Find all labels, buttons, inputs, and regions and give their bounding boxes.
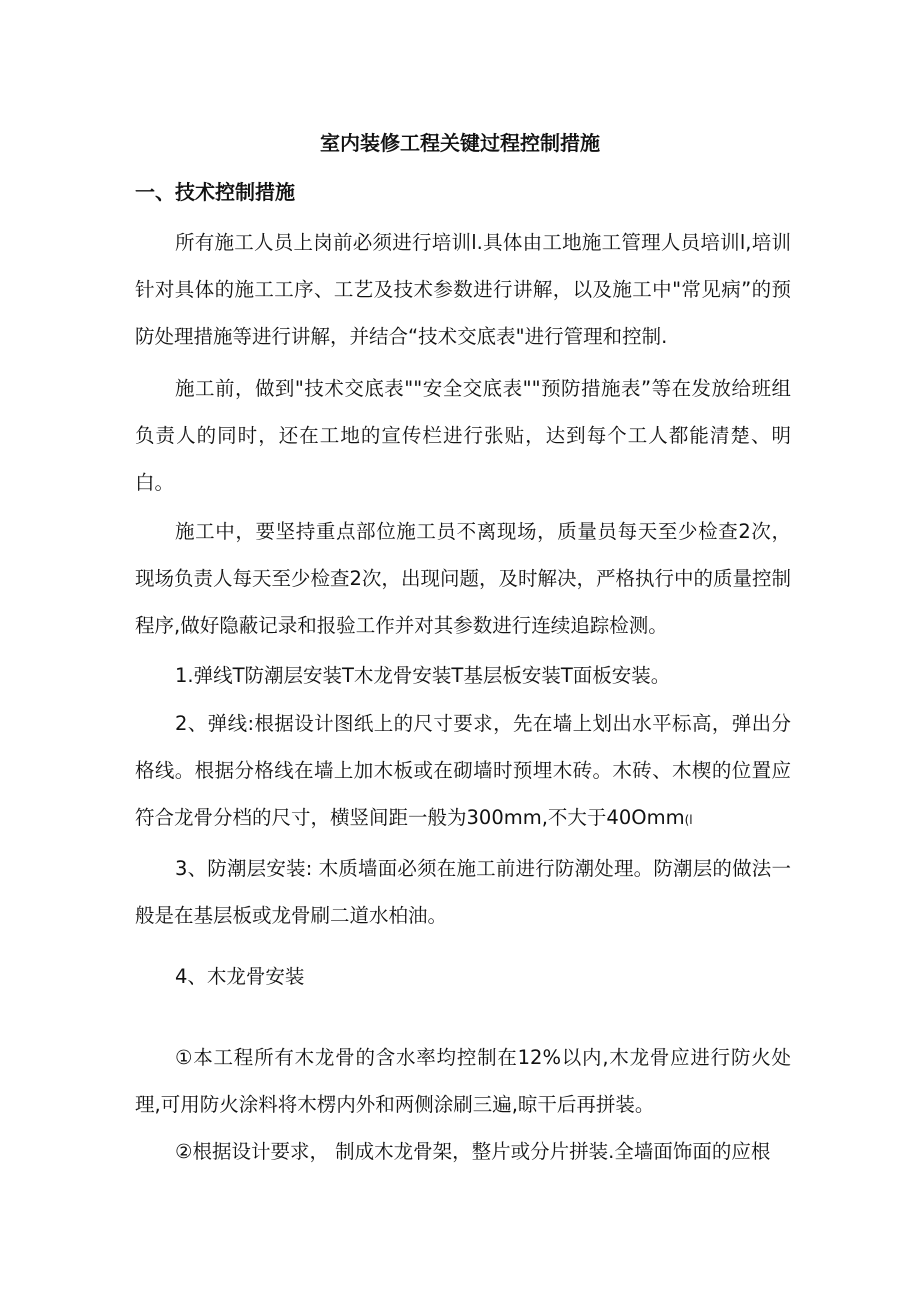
- paragraph-process-flow: 1.弹线T防潮层安装T木龙骨安装T基层板安装T面板安装。: [175, 664, 671, 687]
- paragraph-pre-construction: 施工前，做到"技术交底表""安全交底表""预防措施表”等在发放给班组负责人的同时，还在工地的宣传栏进行张贴，达到每个工人都能清楚、明白。: [135, 377, 791, 494]
- paragraph-line-marking: 2、弹线:根据设计图纸上的尺寸要求，先在墙上划出水平标高，弹出分格线。根据分格线在墙上加木板或在砌墙时预埋木砖。木砖、木楔的位置应符合龙骨分档的尺寸，横竖间距一般为300mm,不大于40Omm(l: [135, 712, 791, 829]
- section-heading: 一、技术控制措施: [135, 180, 295, 204]
- paragraph-line-marking-suffix: (l: [684, 813, 693, 827]
- paragraph-during-construction: 施工中，要坚持重点部位施工员不离现场，质量员每天至少检查2次，现场负责人每天至少检查2次，出现问题，及时解决，严格执行中的质量控制程序,做好隐蔽记录和报验工作并对其参数进行连续追踪检测。: [135, 520, 791, 637]
- paragraph-training: 所有施工人员上岗前必须进行培训l.具体由工地施工管理人员培训l,培训针对具体的施工工序、工艺及技术参数进行讲解，以及施工中"常见病”的预防处理措施等进行讲解，并结合“技术交底表"进行管理和控制.: [135, 231, 791, 348]
- paragraph-keel-heading: 4、木龙骨安装: [175, 965, 305, 988]
- paragraph-keel-frame: ②根据设计要求， 制成木龙骨架，整片或分片拼装.全墙面饰面的应根: [175, 1140, 771, 1163]
- paragraph-keel-moisture: ①本工程所有木龙骨的含水率均控制在12%以内,木龙骨应进行防火处理,可用防火涂料将木楞内外和两侧涂刷三遍,晾干后再拼装。: [135, 1046, 791, 1116]
- paragraph-moisture-barrier: 3、防潮层安装: 木质墙面必须在施工前进行防潮处理。防潮层的做法一般是在基层板或龙骨刷二道水柏油。: [135, 857, 791, 927]
- document-title: 室内装修工程关键过程控制措施: [320, 131, 600, 155]
